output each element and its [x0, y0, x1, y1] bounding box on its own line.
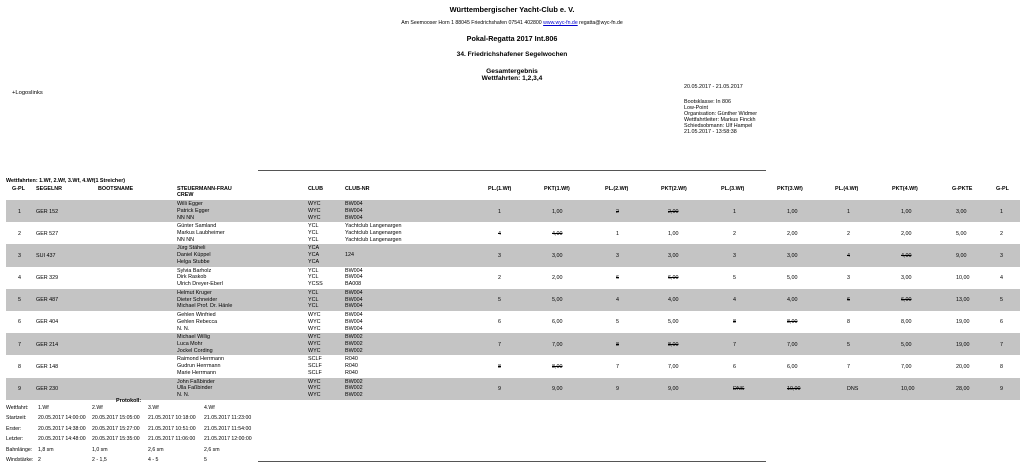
crew-club-nr: BW004	[345, 201, 363, 207]
crew-member: NN NN	[177, 214, 195, 221]
cell-gpl: 2	[18, 230, 21, 237]
cell-gpl-end: 8	[1000, 363, 1003, 370]
boat-class: Bootsklasse: In 806	[684, 99, 732, 105]
col-gpkte: G-PKTE	[952, 186, 973, 192]
crew-member: Sylvia Barholz	[177, 267, 212, 274]
cell-pkt4: 5,00	[901, 341, 912, 348]
crew-member: Dirk Raskob	[177, 274, 207, 281]
crew-club-nr: BW004	[345, 289, 363, 296]
results-table	[6, 200, 1020, 400]
cell-pkt1: 5,00	[552, 297, 563, 304]
crew-club-nr: BA008	[345, 281, 362, 288]
cell-pl1: 2	[498, 275, 501, 282]
crew-member: Günter Samland	[177, 223, 217, 230]
cell-gpl: 9	[18, 386, 21, 392]
crew-club-nr: BW002	[345, 334, 363, 341]
cell-pkt2: 9,00	[668, 386, 679, 392]
col-pl2: PL.(2.Wf)	[605, 186, 629, 192]
cell-pkt4: 7,00	[901, 363, 912, 370]
protocol-value: 3.Wf	[148, 405, 159, 411]
col-pl1: PL.(1.Wf)	[488, 186, 512, 192]
crew-club: YCA	[308, 252, 320, 259]
cell-pkt4: 6,00	[901, 297, 912, 304]
crew-club-nr: 124	[345, 252, 354, 259]
cell-segelnr: GER 148	[36, 363, 59, 370]
protocol-value: 1.Wf	[38, 405, 49, 411]
protocol-value: 21.05.2017 11:23:00	[204, 415, 252, 422]
cell-pkt1: 4,00	[552, 230, 563, 237]
cell-pl4: 6	[847, 297, 850, 304]
cell-pl3: 8	[733, 319, 736, 326]
cell-pl2: 3	[616, 252, 619, 259]
protocol-title: Protokoll:	[116, 398, 142, 404]
cell-gpl: 1	[18, 208, 21, 215]
address-text: Am Seemooser Horn 1 88045 Friedrichshafen 07541 402800	[401, 20, 542, 26]
table-row	[6, 222, 1020, 244]
crew-club-nr: BW002	[345, 378, 363, 385]
crew-club: YCL	[308, 274, 319, 281]
cell-pl4: 3	[847, 275, 850, 282]
table-row	[6, 200, 1020, 222]
crew-club: WYC	[308, 340, 321, 347]
cell-gpkte: 20,00	[956, 363, 970, 370]
crew-club: SCLF	[308, 363, 322, 370]
protocol-value: 1,8 sm	[38, 446, 54, 453]
crew-member: Markus Laubheimer	[177, 229, 225, 236]
cell-pl4: 8	[847, 319, 850, 326]
protocol-value: 20.05.2017 14:38:00	[38, 425, 86, 432]
col-pkt4: PKT(4.Wf)	[892, 186, 918, 192]
crew-club: WYC	[308, 318, 321, 325]
crew-club: YCSS	[308, 281, 323, 288]
crew-member: Willi Egger	[177, 201, 203, 207]
protocol-value: 2,6 sm	[148, 446, 164, 453]
table-row	[6, 378, 1020, 400]
crew-club-nr: BW004	[345, 207, 363, 214]
cell-pkt4: 3,00	[901, 275, 912, 282]
protocol-label: Erster:	[6, 425, 22, 432]
protocol-value: 20.05.2017 15:35:00	[92, 436, 140, 443]
club-address	[0, 21, 1024, 27]
protocol-value: 4 - 5	[148, 457, 159, 463]
crew-club: YCL	[308, 289, 319, 296]
cell-pkt1: 1,00	[552, 208, 563, 215]
cell-gpl-end: 4	[1000, 275, 1003, 282]
crew-club-nr: BW004	[345, 303, 363, 310]
protocol-label: Bahnlänge:	[6, 446, 33, 453]
crew-club: YCL	[308, 296, 319, 303]
cell-pl3: 3	[733, 252, 736, 259]
cell-pkt1: 3,00	[552, 252, 563, 259]
col-pl4: PL.(4.Wf)	[835, 186, 859, 192]
crew-member: Helmut Kruger	[177, 289, 212, 296]
crew-member: N. N.	[177, 392, 190, 399]
regatta-title: Pokal-Regatta 2017 Int.806	[466, 34, 558, 43]
cell-segelnr: GER 404	[36, 319, 59, 326]
cell-pkt4: 10,00	[901, 386, 915, 392]
print-timestamp: 21.05.2017 - 13:58:38	[684, 129, 737, 135]
crew-member: Jockel Cording	[177, 347, 213, 354]
crew-club-nr: BW004	[345, 267, 363, 274]
cell-pl4: 1	[847, 208, 850, 215]
crew-member: Michael Prof. Dr. Hänle	[177, 303, 233, 310]
crew-member: Gudrun Herrmann	[177, 363, 221, 370]
protocol-value: 20.05.2017 15:05:00	[92, 415, 140, 422]
cell-segelnr: SUI 437	[36, 252, 56, 259]
top-separator	[258, 170, 766, 171]
cell-pl3: DNS	[733, 386, 745, 392]
crew-member: NN NN	[177, 236, 195, 243]
crew-member: Michael Willig	[177, 334, 210, 341]
cell-pl2: 8	[616, 341, 619, 348]
cell-gpl: 8	[18, 363, 21, 370]
cell-gpkte: 5,00	[956, 230, 967, 237]
crew-club: WYC	[308, 325, 321, 332]
protocol-value: 2	[38, 457, 41, 463]
table-row	[6, 289, 1020, 311]
crew-club: WYC	[308, 201, 321, 207]
crew-club: WYC	[308, 334, 321, 341]
website-link[interactable]: www.wyc-fn.de	[543, 20, 578, 26]
crew-club-nr: BW004	[345, 274, 363, 281]
crew-club: YCA	[308, 245, 320, 252]
cell-pl2: 1	[616, 230, 619, 237]
crew-club-nr: R040	[345, 363, 358, 370]
cell-gpkte: 28,00	[956, 386, 970, 392]
crew-club-nr: R040	[345, 369, 358, 376]
crew-club-nr: BW002	[345, 392, 363, 399]
cell-pkt2: 8,00	[668, 341, 679, 348]
cell-pl3: 7	[733, 341, 736, 348]
cell-pkt3: 1,00	[787, 208, 798, 215]
protocol-value: 20.05.2017 14:00:00	[38, 415, 86, 422]
crew-member: John Faßbinder	[177, 378, 215, 385]
crew-club: YCL	[308, 229, 319, 236]
cell-gpkte: 9,00	[956, 252, 967, 259]
cell-gpkte: 3,00	[956, 208, 967, 215]
cell-gpl-end: 9	[1000, 386, 1003, 392]
col-club: CLUB	[308, 186, 323, 192]
cell-gpl: 4	[18, 275, 21, 282]
table-row	[6, 244, 1020, 266]
cell-pkt1: 9,00	[552, 386, 563, 392]
protocol-label: Windstärke:	[6, 457, 34, 463]
crew-club-nr: BW002	[345, 385, 363, 392]
umpire: Schiedsobmann: Ulf Hampel	[684, 123, 753, 129]
protocol-label: Wettfahrt:	[6, 405, 29, 411]
crew-member: Jürg Stäheli	[177, 245, 206, 252]
crew-club: WYC	[308, 392, 321, 399]
crew-club-nr: BW004	[345, 325, 363, 332]
cell-pkt1: 2,00	[552, 275, 563, 282]
protocol-value: 20.05.2017 15:27:00	[92, 425, 140, 432]
cell-pkt2: 6,00	[668, 275, 679, 282]
crew-member: Marie Herrmann	[177, 369, 216, 376]
col-clubnr: CLUB-NR	[345, 186, 370, 192]
cell-pl3: 4	[733, 297, 736, 304]
crew-club-nr: BW004	[345, 318, 363, 325]
crew-member: Raimond Herrmann	[177, 356, 225, 363]
cell-pl1: 4	[498, 230, 501, 237]
cell-gpl: 5	[18, 297, 21, 304]
protocol-value: 21.05.2017 10:18:00	[148, 415, 196, 422]
cell-pkt1: 6,00	[552, 319, 563, 326]
crew-club: WYC	[308, 207, 321, 214]
cell-pkt1: 7,00	[552, 341, 563, 348]
col-pkt2: PKT(2.Wf)	[661, 186, 687, 192]
cell-pkt3: 6,00	[787, 363, 798, 370]
cell-pl4: 2	[847, 230, 850, 237]
cell-pl4: 4	[847, 252, 850, 259]
cell-segelnr: GER 329	[36, 275, 59, 282]
crew-club: WYC	[308, 347, 321, 354]
crew-club: YCL	[308, 223, 319, 230]
crew-member: Luca Mohr	[177, 340, 203, 347]
protocol-value: 21.05.2017 11:54:00	[204, 425, 252, 432]
crew-club: WYC	[308, 311, 321, 318]
cell-pkt3: 2,00	[787, 230, 798, 237]
protocol-value: 5	[204, 457, 207, 463]
protocol-value: 1,0 sm	[92, 446, 108, 453]
cell-pl1: 7	[498, 341, 501, 348]
cell-pl4: 7	[847, 363, 850, 370]
crew-club: YCL	[308, 303, 319, 310]
col-steuermann: STEUERMANN-FRAU	[177, 186, 232, 192]
cell-gpl-end: 1	[1000, 208, 1003, 215]
cell-gpkte: 19,00	[956, 341, 970, 348]
crew-member: Gehlen Rebecca	[177, 318, 218, 325]
crew-club-nr: BW002	[345, 340, 363, 347]
cell-segelnr: GER 214	[36, 341, 59, 348]
protocol-value: 20.05.2017 14:48:00	[38, 436, 86, 443]
cell-pkt3: 8,00	[787, 319, 798, 326]
crew-club: WYC	[308, 385, 321, 392]
crew-club-nr: BW004	[345, 311, 363, 318]
crew-club: YCL	[308, 267, 319, 274]
col-gpl-end: G-PL	[996, 186, 1009, 192]
col-segelnr: SEGELNR	[36, 186, 63, 192]
crew-club-nr: Yachtclub Langenargen	[345, 223, 402, 230]
crew-member: Ulla Faßbinder	[177, 385, 213, 392]
bottom-separator	[258, 461, 766, 462]
cell-segelnr: GER 152	[36, 208, 59, 215]
cell-segelnr: GER 487	[36, 297, 59, 304]
cell-gpl-end: 6	[1000, 319, 1003, 326]
cell-pkt1: 8,00	[552, 363, 563, 370]
table-row	[6, 333, 1020, 355]
cell-pl2: 5	[616, 319, 619, 326]
cell-gpl-end: 5	[1000, 297, 1003, 304]
cell-pkt2: 1,00	[668, 230, 679, 237]
crew-member: Ulrich Dreyer-Eberl	[177, 281, 223, 288]
protocol-value: 2 - 1,5	[92, 457, 107, 463]
cell-pl1: 1	[498, 208, 501, 215]
protocol-row	[6, 416, 266, 425]
cell-segelnr: GER 230	[36, 386, 59, 392]
protocol-row	[6, 437, 266, 446]
cell-pl3: 1	[733, 208, 736, 215]
protocol-value: 21.05.2017 12:00:00	[204, 436, 252, 443]
cell-gpl: 6	[18, 319, 21, 326]
race-officer: Wettfahrtleiter: Markus Finckh	[684, 117, 756, 123]
cell-pkt3: 4,00	[787, 297, 798, 304]
crew-club-nr: BW004	[345, 214, 363, 221]
crew-club-nr: BW002	[345, 347, 363, 354]
logo-placeholder: +Logoslinks	[12, 90, 43, 96]
crew-member: N. N.	[177, 325, 190, 332]
protocol-value: 2.Wf	[92, 405, 103, 411]
col-crew: CREW	[177, 192, 194, 198]
col-gpl: G-PL	[12, 186, 25, 192]
crew-member: Helga Stubbe	[177, 258, 210, 265]
event-title: 34. Friedrichshafener Segelwochen	[456, 51, 568, 58]
col-bootsname: BOOTSNAME	[98, 186, 134, 192]
races-label: Wettfahrten: 1.Wf, 2.Wf, 3.Wf, 4.Wf(1 Streicher)	[6, 178, 126, 184]
cell-pkt3: 5,00	[787, 275, 798, 282]
cell-pl1: 3	[498, 252, 501, 259]
cell-pkt3: 7,00	[787, 341, 798, 348]
cell-pkt3: 10,00	[787, 386, 801, 392]
scoring-system: Low-Point	[684, 105, 708, 111]
table-row	[6, 311, 1020, 333]
protocol-row	[6, 427, 266, 436]
cell-pl1: 6	[498, 319, 501, 326]
protocol-value: 2,6 sm	[204, 446, 220, 453]
cell-pl4: DNS	[847, 386, 859, 392]
result-title: Gesamtergebnis	[486, 68, 538, 75]
cell-segelnr: GER 527	[36, 230, 59, 237]
cell-gpkte: 19,00	[956, 319, 970, 326]
cell-gpkte: 10,00	[956, 275, 970, 282]
crew-club: WYC	[308, 378, 321, 385]
cell-gpl: 7	[18, 341, 21, 348]
crew-club: SCLF	[308, 369, 322, 376]
organisation: Organisation: Günther Widmer	[684, 111, 758, 117]
cell-pl2: 9	[616, 386, 619, 392]
cell-gpl-end: 3	[1000, 252, 1003, 259]
crew-club-nr: BW004	[345, 296, 363, 303]
crew-club: YCA	[308, 258, 320, 265]
protocol-label: Letzter:	[6, 436, 24, 443]
col-pkt1: PKT(1.Wf)	[544, 186, 570, 192]
cell-pl1: 5	[498, 297, 501, 304]
cell-pl2: 2	[616, 208, 619, 215]
cell-pkt4: 4,00	[901, 252, 912, 259]
col-pkt3: PKT(3.Wf)	[777, 186, 803, 192]
races-title: Wettfahrten: 1,2,3,4	[481, 75, 543, 82]
cell-pkt4: 8,00	[901, 319, 912, 326]
cell-gpl-end: 2	[1000, 230, 1003, 237]
cell-pl1: 9	[498, 386, 501, 392]
protocol-row	[6, 406, 266, 415]
crew-club: SCLF	[308, 356, 322, 363]
protocol-row	[6, 458, 266, 464]
protocol-value: 21.05.2017 11:06:00	[148, 436, 196, 443]
protocol-label: Startzeit:	[6, 415, 27, 422]
protocol-row	[6, 448, 266, 457]
cell-pl2: 6	[616, 275, 619, 282]
cell-pkt2: 5,00	[668, 319, 679, 326]
crew-member: Gehlen Winfried	[177, 311, 216, 318]
crew-member: Daniel Küppel	[177, 252, 211, 259]
cell-pkt4: 2,00	[901, 230, 912, 237]
crew-member: Dieter Schneider	[177, 296, 218, 303]
crew-club: YCL	[308, 236, 319, 243]
cell-pkt2: 7,00	[668, 363, 679, 370]
crew-club: WYC	[308, 214, 321, 221]
cell-gpl: 3	[18, 252, 21, 259]
cell-pl4: 5	[847, 341, 850, 348]
cell-pl3: 2	[733, 230, 736, 237]
protocol-value: 21.05.2017 10:51:00	[148, 425, 196, 432]
cell-gpl-end: 7	[1000, 341, 1003, 348]
cell-pkt2: 3,00	[668, 252, 679, 259]
cell-pl2: 7	[616, 363, 619, 370]
cell-pl1: 8	[498, 363, 501, 370]
table-row	[6, 267, 1020, 289]
col-pl3: PL.(3.Wf)	[721, 186, 745, 192]
cell-pkt2: 2,00	[668, 208, 679, 215]
cell-pl3: 6	[733, 363, 736, 370]
table-row	[6, 355, 1020, 377]
cell-pl3: 5	[733, 275, 736, 282]
date-range: 20.05.2017 - 21.05.2017	[684, 84, 743, 90]
cell-pkt3: 3,00	[787, 252, 798, 259]
club-title: Württembergischer Yacht-Club e. V.	[449, 5, 575, 14]
cell-pl2: 4	[616, 297, 619, 304]
cell-gpkte: 13,00	[956, 297, 970, 304]
protocol-value: 4.Wf	[204, 405, 215, 411]
crew-club-nr: R040	[345, 356, 358, 363]
email-text: regatta@wyc-fn.de	[579, 20, 623, 26]
crew-club-nr: Yachtclub Langenargen	[345, 236, 402, 243]
cell-pkt4: 1,00	[901, 208, 912, 215]
cell-pkt2: 4,00	[668, 297, 679, 304]
crew-club-nr: Yachtclub Langenargen	[345, 229, 402, 236]
crew-member: Patrick Egger	[177, 207, 210, 214]
